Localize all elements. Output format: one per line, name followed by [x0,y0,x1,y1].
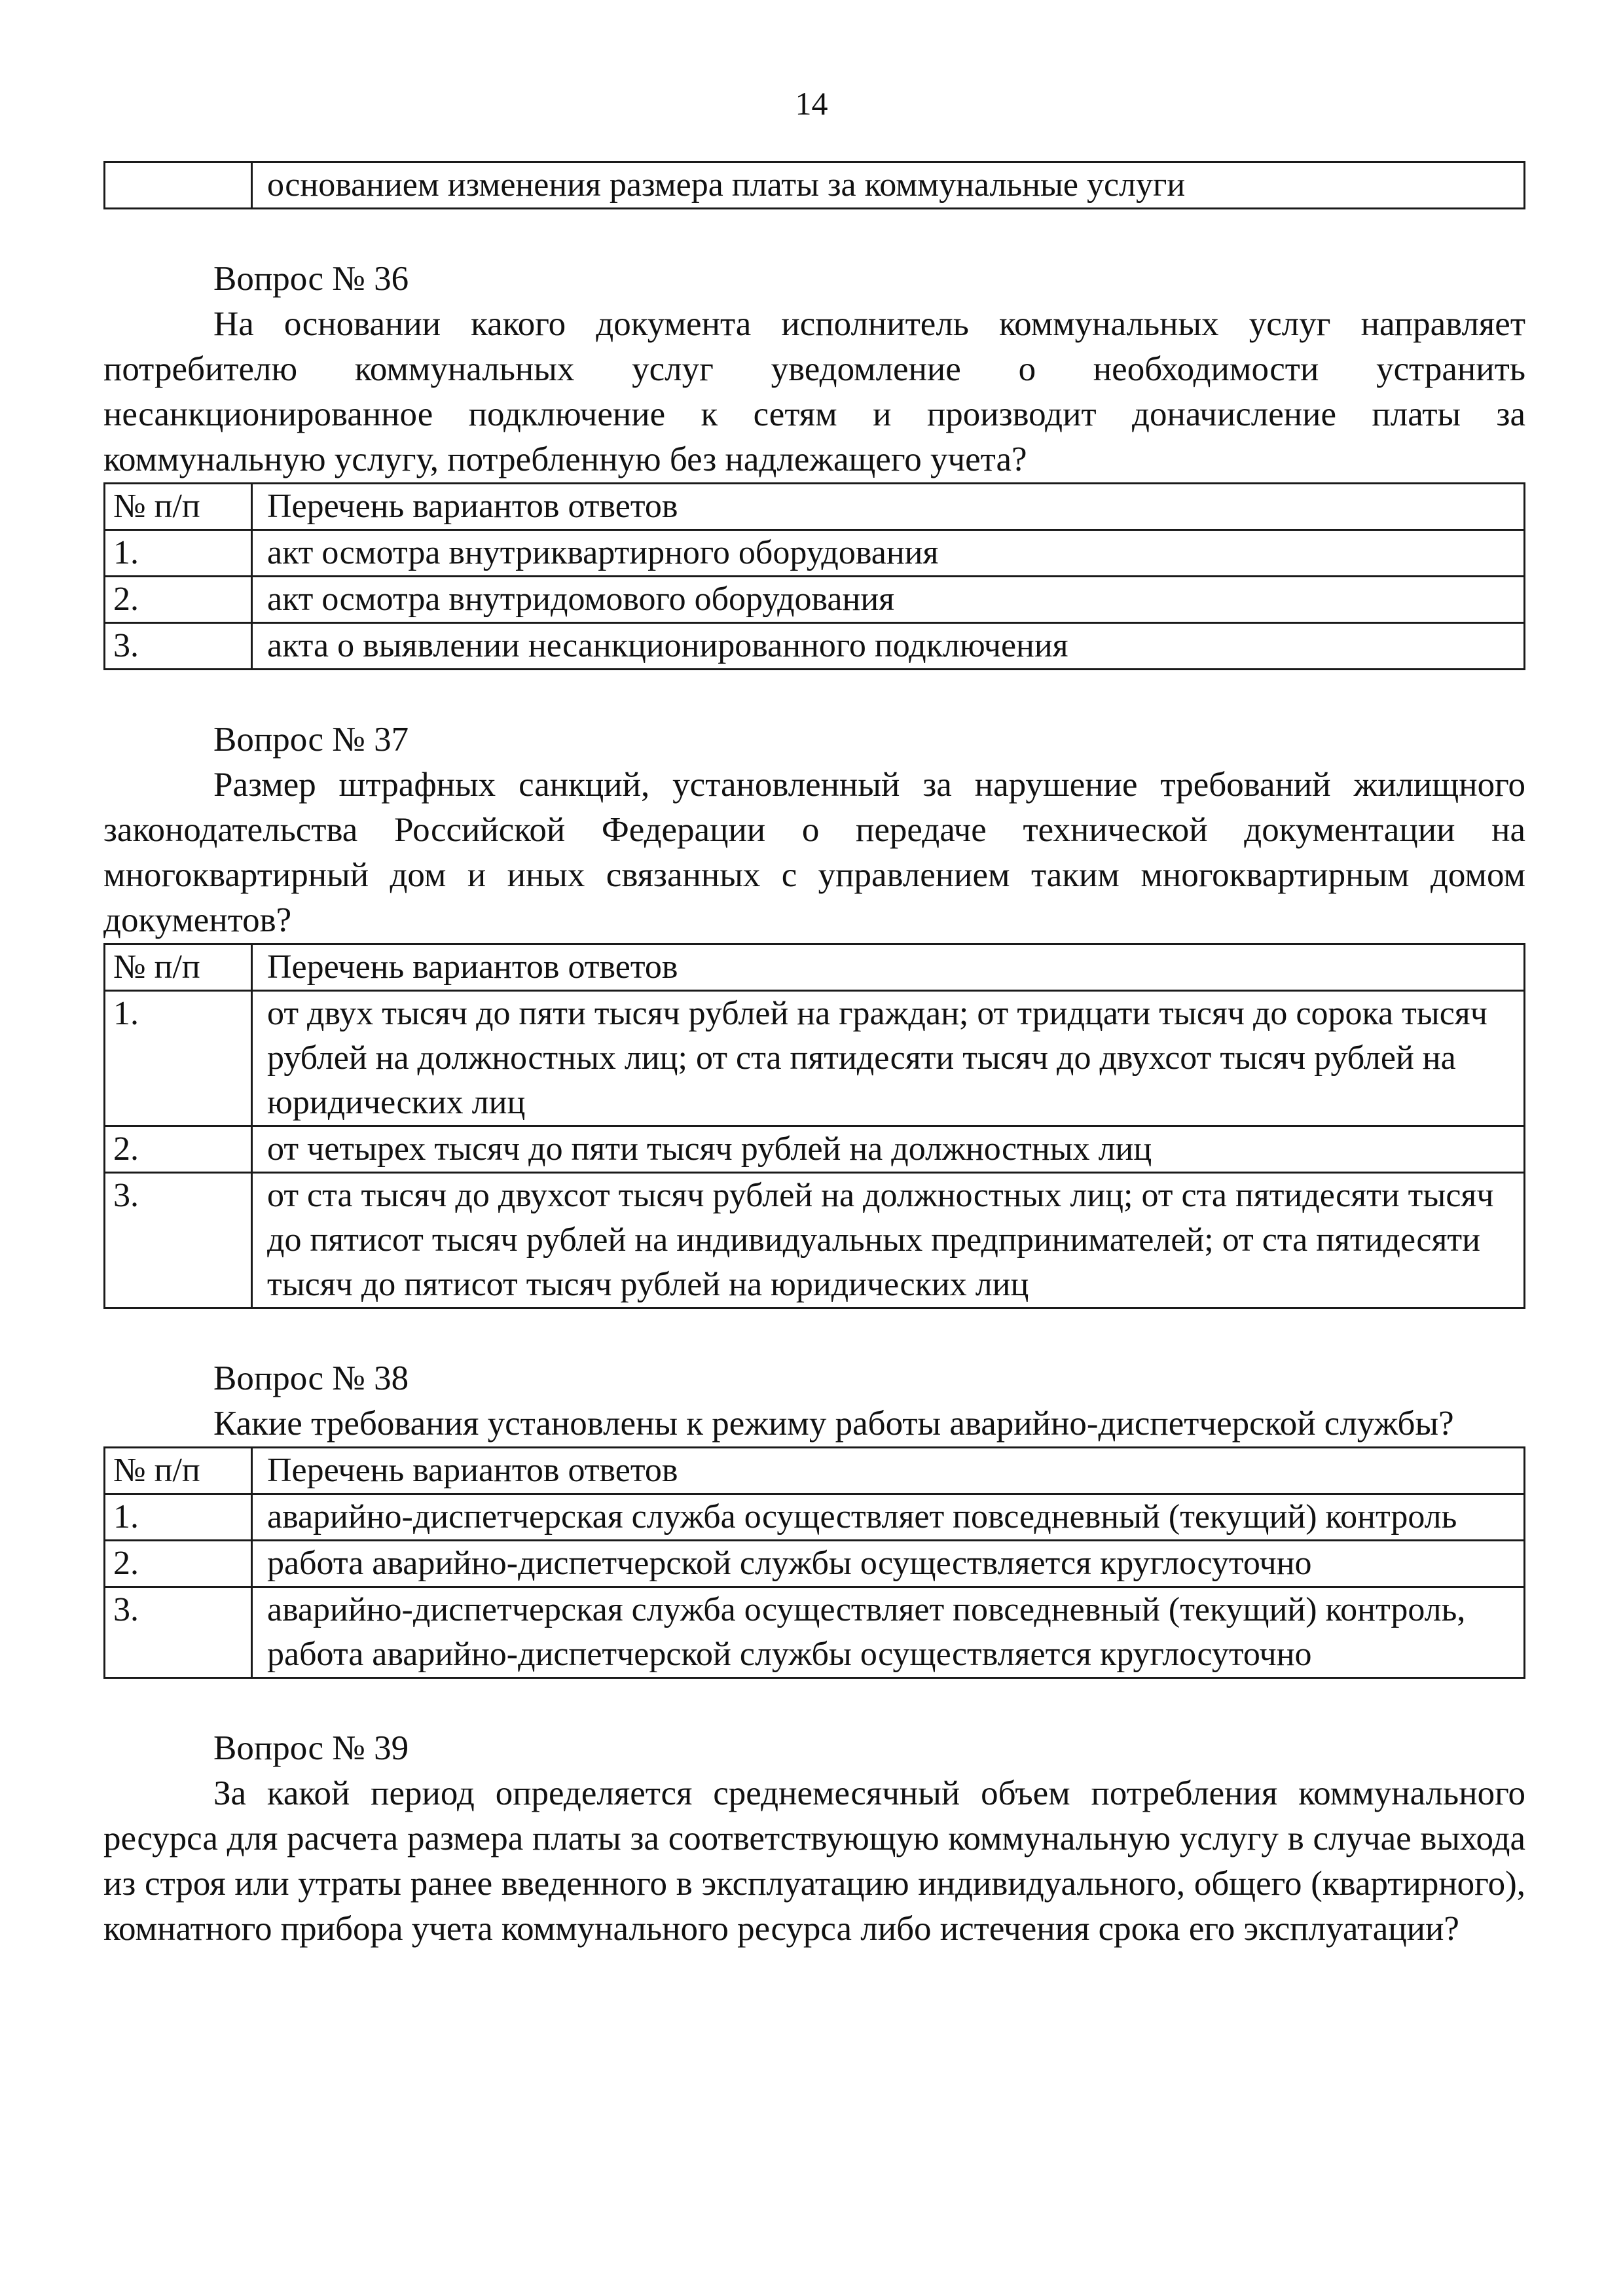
question-36 [103,257,1525,670]
header-number-cell: № п/п [105,1448,252,1494]
answer-number-cell: 2. [105,577,252,623]
table-row [105,577,1525,623]
page-number: 14 [795,85,828,122]
question-title: Вопрос № 39 [213,1729,409,1767]
question-text: На основании какого документа исполнитель коммунальных услуг направляет потребителю коммунальных услуг уведомление о необходимости устранить несанкционированное подключение к сетям и производит доначисление платы за коммунальную услугу, потребленную без надлежащего учета? [103,305,1525,478]
question-38 [103,1356,1525,1679]
header-text-cell: Перечень вариантов ответов [252,944,1525,991]
answer-text-cell: от четырех тысяч до пяти тысяч рублей на должностных лиц [252,1126,1525,1173]
table-row [105,162,1525,209]
answers-table [103,1446,1525,1679]
table-row [105,991,1525,1126]
question-title: Вопрос № 36 [213,260,409,298]
question-text: Размер штрафных санкций, установленный за нарушение требований жилищного законодательства Российской Федерации о передаче технической документации на многоквартирный дом и иных связанных с управлением таким многоквартирным домом документов? [103,766,1525,939]
table-row [105,623,1525,670]
answer-number-cell: 2. [105,1541,252,1587]
header-text-cell: Перечень вариантов ответов [252,484,1525,530]
document-body [103,161,1525,1952]
answer-number-cell: 3. [105,1173,252,1308]
table-row [105,1126,1525,1173]
header-number-cell: № п/п [105,944,252,991]
answer-text-cell: акт осмотра внутриквартирного оборудования [252,530,1525,577]
table-row [105,1173,1525,1308]
question-39 [103,1726,1525,1952]
answer-number-cell: 1. [105,991,252,1126]
table-row [105,1587,1525,1678]
question-title: Вопрос № 37 [213,721,409,759]
question-title: Вопрос № 38 [213,1359,409,1397]
answer-number-cell [105,162,252,209]
table-row [105,1541,1525,1587]
answer-number-cell: 1. [105,1494,252,1541]
table-header-row [105,944,1525,991]
question-text: За какой период определяется среднемесячный объем потребления коммунального ресурса для расчета размера платы за соответствующую коммунальную услугу в случае выхода из строя или утраты ранее введенного в эксплуатацию индивидуального, общего (квартирного), комнатного прибора учета коммунального ресурса либо истечения срока его эксплуатации? [103,1774,1525,1948]
answers-table [103,482,1525,670]
answer-number-cell: 1. [105,530,252,577]
answer-text-cell: от двух тысяч до пяти тысяч рублей на граждан; от тридцати тысяч до сорока тысяч рублей на должностных лиц; от ста пятидесяти тысяч до двухсот тысяч рублей на юридических лиц [252,991,1525,1126]
table-row [105,530,1525,577]
answer-number-cell: 3. [105,1587,252,1678]
header-number-cell: № п/п [105,484,252,530]
table-row [105,1494,1525,1541]
answer-text-cell: основанием изменения размера платы за коммунальные услуги [252,162,1525,209]
table-header-row [105,1448,1525,1494]
question-37 [103,717,1525,1309]
answer-text-cell: акт осмотра внутридомового оборудования [252,577,1525,623]
continuation-table [103,161,1525,209]
question-text: Какие требования установлены к режиму работы аварийно-диспетчерской службы? [213,1405,1454,1443]
answer-text-cell: аварийно-диспетчерская служба осуществляет повседневный (текущий) контроль [252,1494,1525,1541]
answer-text-cell: аварийно-диспетчерская служба осуществляет повседневный (текущий) контроль, работа аварийно-диспетчерской службы осуществляется круглосуточно [252,1587,1525,1678]
header-text-cell: Перечень вариантов ответов [252,1448,1525,1494]
table-header-row [105,484,1525,530]
answer-number-cell: 3. [105,623,252,670]
answer-text-cell: работа аварийно-диспетчерской службы осуществляется круглосуточно [252,1541,1525,1587]
answer-number-cell: 2. [105,1126,252,1173]
answer-text-cell: акта о выявлении несанкционированного подключения [252,623,1525,670]
answers-table [103,943,1525,1309]
answer-text-cell: от ста тысяч до двухсот тысяч рублей на должностных лиц; от ста пятидесяти тысяч до пятисот тысяч рублей на индивидуальных предпринимателей; от ста пятидесяти тысяч до пятисот тысяч рублей на юридических лиц [252,1173,1525,1308]
